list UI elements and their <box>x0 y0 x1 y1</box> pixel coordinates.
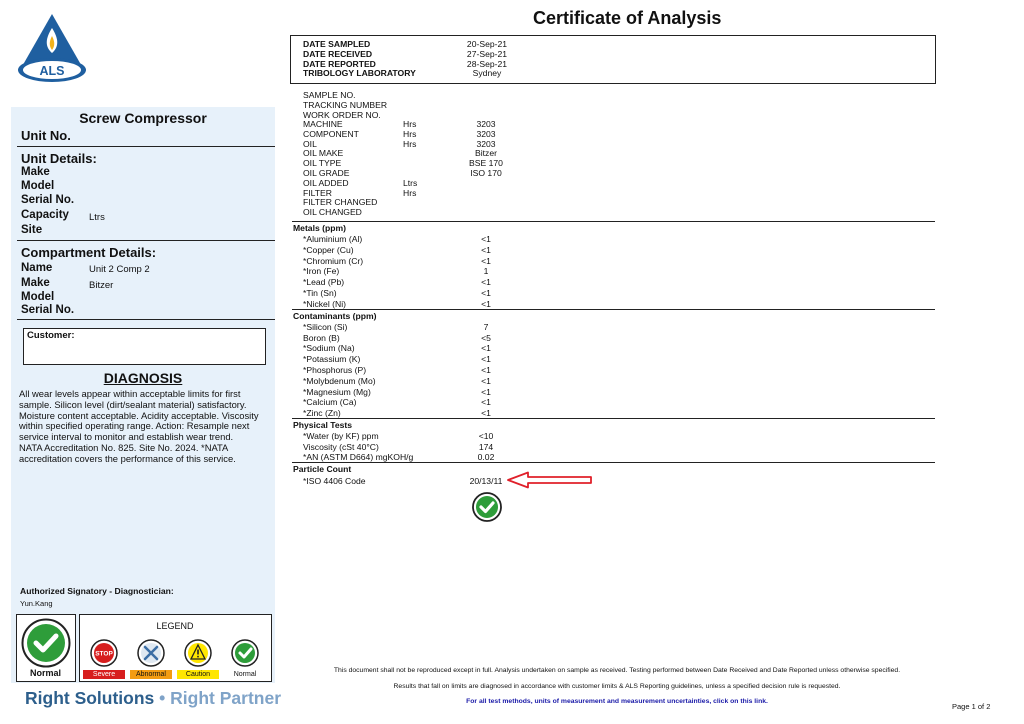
equipment-type-title: Screw Compressor <box>79 110 207 126</box>
info-value: Bitzer <box>475 148 497 158</box>
legend-item-abnormal <box>129 639 173 679</box>
overall-status-box <box>16 614 76 682</box>
info-unit: Hrs <box>403 119 417 129</box>
contaminants-heading: Contaminants (ppm) <box>293 311 377 321</box>
svg-text:STOP: STOP <box>95 650 113 658</box>
test-label: *Lead (Pb) <box>303 277 345 287</box>
info-label: OIL TYPE <box>303 158 342 168</box>
compartment-make-value: Bitzer <box>89 280 114 291</box>
test-label: Boron (B) <box>303 333 340 343</box>
unit-serial-label: Serial No. <box>21 194 75 206</box>
test-value: <1 <box>481 343 491 353</box>
page-title: Certificate of Analysis <box>533 8 722 28</box>
test-methods-link[interactable]: For all test methods, units of measurement and measurement uncertainties, click on this link. <box>466 698 768 705</box>
info-value: 3203 <box>476 129 496 139</box>
footer-limits-note: Results that fall on limits are diagnosed in accordance with customer limits & ALS Reporting guidelines, unless a specified decision rule is requested. <box>393 683 841 690</box>
stop-icon <box>90 639 118 667</box>
legend-item-severe <box>82 639 126 679</box>
info-unit: Ltrs <box>403 178 418 188</box>
unit-capacity-value: Ltrs <box>89 212 105 223</box>
unit-make-label: Make <box>21 166 50 178</box>
info-unit: Hrs <box>403 129 417 139</box>
diagnosis-text <box>19 389 271 465</box>
info-value: 3203 <box>476 119 496 129</box>
test-value: <1 <box>481 277 491 287</box>
test-label: Viscosity (cSt 40°C) <box>303 442 379 452</box>
date-value: 28-Sep-21 <box>466 59 508 69</box>
info-label: OIL ADDED <box>303 178 349 188</box>
test-value: <1 <box>481 234 491 244</box>
info-label: MACHINE <box>303 119 343 129</box>
test-label: *Chromium (Cr) <box>303 256 364 266</box>
diagnosis-comment: All wear levels appear within acceptable limits for first sample. Silicon level (dirt/sealant material) satisfactory. Moisture content acceptable. Acidity acceptable. Viscosity within specified operating range. Action: Resample next service interval to monitor and establish wear trend. <box>19 388 259 443</box>
als-logo <box>14 12 90 84</box>
section-divider <box>292 418 935 419</box>
unit-model-label: Model <box>21 180 55 192</box>
legend-severe-label: Severe <box>83 670 125 679</box>
test-label: *Tin (Sn) <box>303 288 337 298</box>
info-label: COMPONENT <box>303 129 359 139</box>
info-label: SAMPLE NO. <box>303 90 356 100</box>
test-value: 174 <box>478 442 494 452</box>
legend-item-normal <box>223 639 267 679</box>
compartment-details-heading: Compartment Details: <box>21 245 157 260</box>
footer-disclaimer: This document shall not be reproduced except in full. Analysis undertaken on sample as received. Testing performed between Date Received and Date Reported unless otherwise specified. <box>333 667 901 674</box>
legend-item-caution <box>176 639 220 679</box>
overall-status-label: Normal <box>29 668 61 678</box>
info-value: ISO 170 <box>470 168 502 178</box>
physical-tests-heading: Physical Tests <box>293 420 353 430</box>
info-value: 3203 <box>476 139 496 149</box>
compartment-make-label: Make <box>21 277 50 289</box>
date-value: 27-Sep-21 <box>466 49 508 59</box>
info-unit: Hrs <box>403 139 417 149</box>
info-label: FILTER <box>303 188 332 198</box>
test-label: *Sodium (Na) <box>303 343 355 353</box>
info-label: FILTER CHANGED <box>303 197 378 207</box>
test-value: <1 <box>481 288 491 298</box>
customer-label: Customer: <box>27 330 75 341</box>
date-value: Sydney <box>472 68 502 78</box>
legend-normal-label: Normal <box>233 671 257 678</box>
test-label: *Copper (Cu) <box>303 245 354 255</box>
date-label: DATE SAMPLED <box>303 39 371 49</box>
result-check-icon <box>472 492 502 522</box>
test-value: 7 <box>483 322 489 332</box>
divider <box>17 240 275 241</box>
page-number: Page 1 of 2 <box>952 702 991 711</box>
warning-icon <box>184 639 212 667</box>
info-label: OIL GRADE <box>303 168 350 178</box>
sidebar-panel <box>11 107 275 683</box>
unit-details-heading: Unit Details: <box>21 151 97 166</box>
legend-title: LEGEND <box>156 621 194 631</box>
test-label: *Magnesium (Mg) <box>303 387 371 397</box>
particle-count-heading: Particle Count <box>293 464 352 474</box>
diagnosis-title: DIAGNOSIS <box>103 370 183 386</box>
test-value: <1 <box>481 365 491 375</box>
date-value: 20-Sep-21 <box>466 39 508 49</box>
test-value: 0.02 <box>477 452 495 462</box>
unit-site-label: Site <box>21 224 43 236</box>
test-label: *Potassium (K) <box>303 354 361 364</box>
slogan-part2: Right Partner <box>170 688 282 708</box>
slogan-part1: Right Solutions <box>25 688 155 708</box>
test-value: <1 <box>481 397 491 407</box>
compartment-serial-label: Serial No. <box>21 304 75 316</box>
test-value: <1 <box>481 408 491 418</box>
test-value: <1 <box>481 299 491 309</box>
section-divider <box>292 221 935 222</box>
test-label: *Aluminium (Al) <box>303 234 363 244</box>
dates-box <box>290 35 936 84</box>
signatory-name: Yun.Kang <box>20 599 53 608</box>
metals-heading: Metals (ppm) <box>293 223 346 233</box>
test-value: 1 <box>483 266 489 276</box>
signatory-label: Authorized Signatory - Diagnostician: <box>20 586 174 596</box>
nata-accreditation: NATA Accreditation No. 825. Site No. 2024. *NATA accreditation covers the performance of this service. <box>19 441 236 464</box>
divider <box>17 146 275 147</box>
section-divider <box>292 462 935 463</box>
test-label: *Iron (Fe) <box>303 266 340 276</box>
red-arrow-icon <box>506 471 594 489</box>
test-label: *ISO 4406 Code <box>303 476 366 486</box>
test-label: *Zinc (Zn) <box>303 408 341 418</box>
legend-box <box>79 614 272 682</box>
check-icon <box>231 639 259 667</box>
test-label: *Nickel (Ni) <box>303 299 346 309</box>
date-label: TRIBOLOGY LABORATORY <box>303 68 416 78</box>
compartment-name-label: Name <box>21 262 53 274</box>
test-value: <1 <box>481 245 491 255</box>
test-value: <1 <box>481 376 491 386</box>
test-value: <1 <box>481 256 491 266</box>
divider <box>17 319 275 320</box>
als-logo-text: ALS <box>39 64 65 78</box>
section-divider <box>292 309 935 310</box>
test-label: *Molybdenum (Mo) <box>303 376 376 386</box>
test-label: *Phosphorus (P) <box>303 365 367 375</box>
info-label: OIL <box>303 139 317 149</box>
test-label: *Calcium (Ca) <box>303 397 357 407</box>
test-label: *Water (by KF) ppm <box>303 431 379 441</box>
info-label: OIL MAKE <box>303 148 344 158</box>
test-value: 20/13/11 <box>469 476 503 486</box>
customer-box <box>23 328 266 365</box>
unit-capacity-label: Capacity <box>21 209 69 221</box>
compartment-model-label: Model <box>21 291 55 303</box>
info-label: WORK ORDER NO. <box>303 110 381 120</box>
legend-abnormal-label: Abnormal <box>130 670 172 679</box>
test-value: <1 <box>481 354 491 364</box>
test-label: *AN (ASTM D664) mgKOH/g <box>303 452 414 462</box>
test-value: <10 <box>478 431 494 441</box>
normal-check-icon <box>21 618 71 668</box>
info-value: BSE 170 <box>469 158 503 168</box>
slogan-separator: • <box>154 688 171 708</box>
info-label: TRACKING NUMBER <box>303 100 388 110</box>
date-label: DATE RECEIVED <box>303 49 373 59</box>
date-label: DATE REPORTED <box>303 59 376 69</box>
tools-icon <box>137 639 165 667</box>
info-label: OIL CHANGED <box>303 207 362 217</box>
compartment-name-value: Unit 2 Comp 2 <box>89 264 150 275</box>
test-value: <5 <box>481 333 491 343</box>
test-label: *Silicon (Si) <box>303 322 348 332</box>
company-slogan <box>25 688 281 709</box>
legend-caution-label: Caution <box>177 670 219 679</box>
test-value: <1 <box>481 387 491 397</box>
unit-no-label: Unit No. <box>21 128 71 143</box>
info-unit: Hrs <box>403 188 417 198</box>
